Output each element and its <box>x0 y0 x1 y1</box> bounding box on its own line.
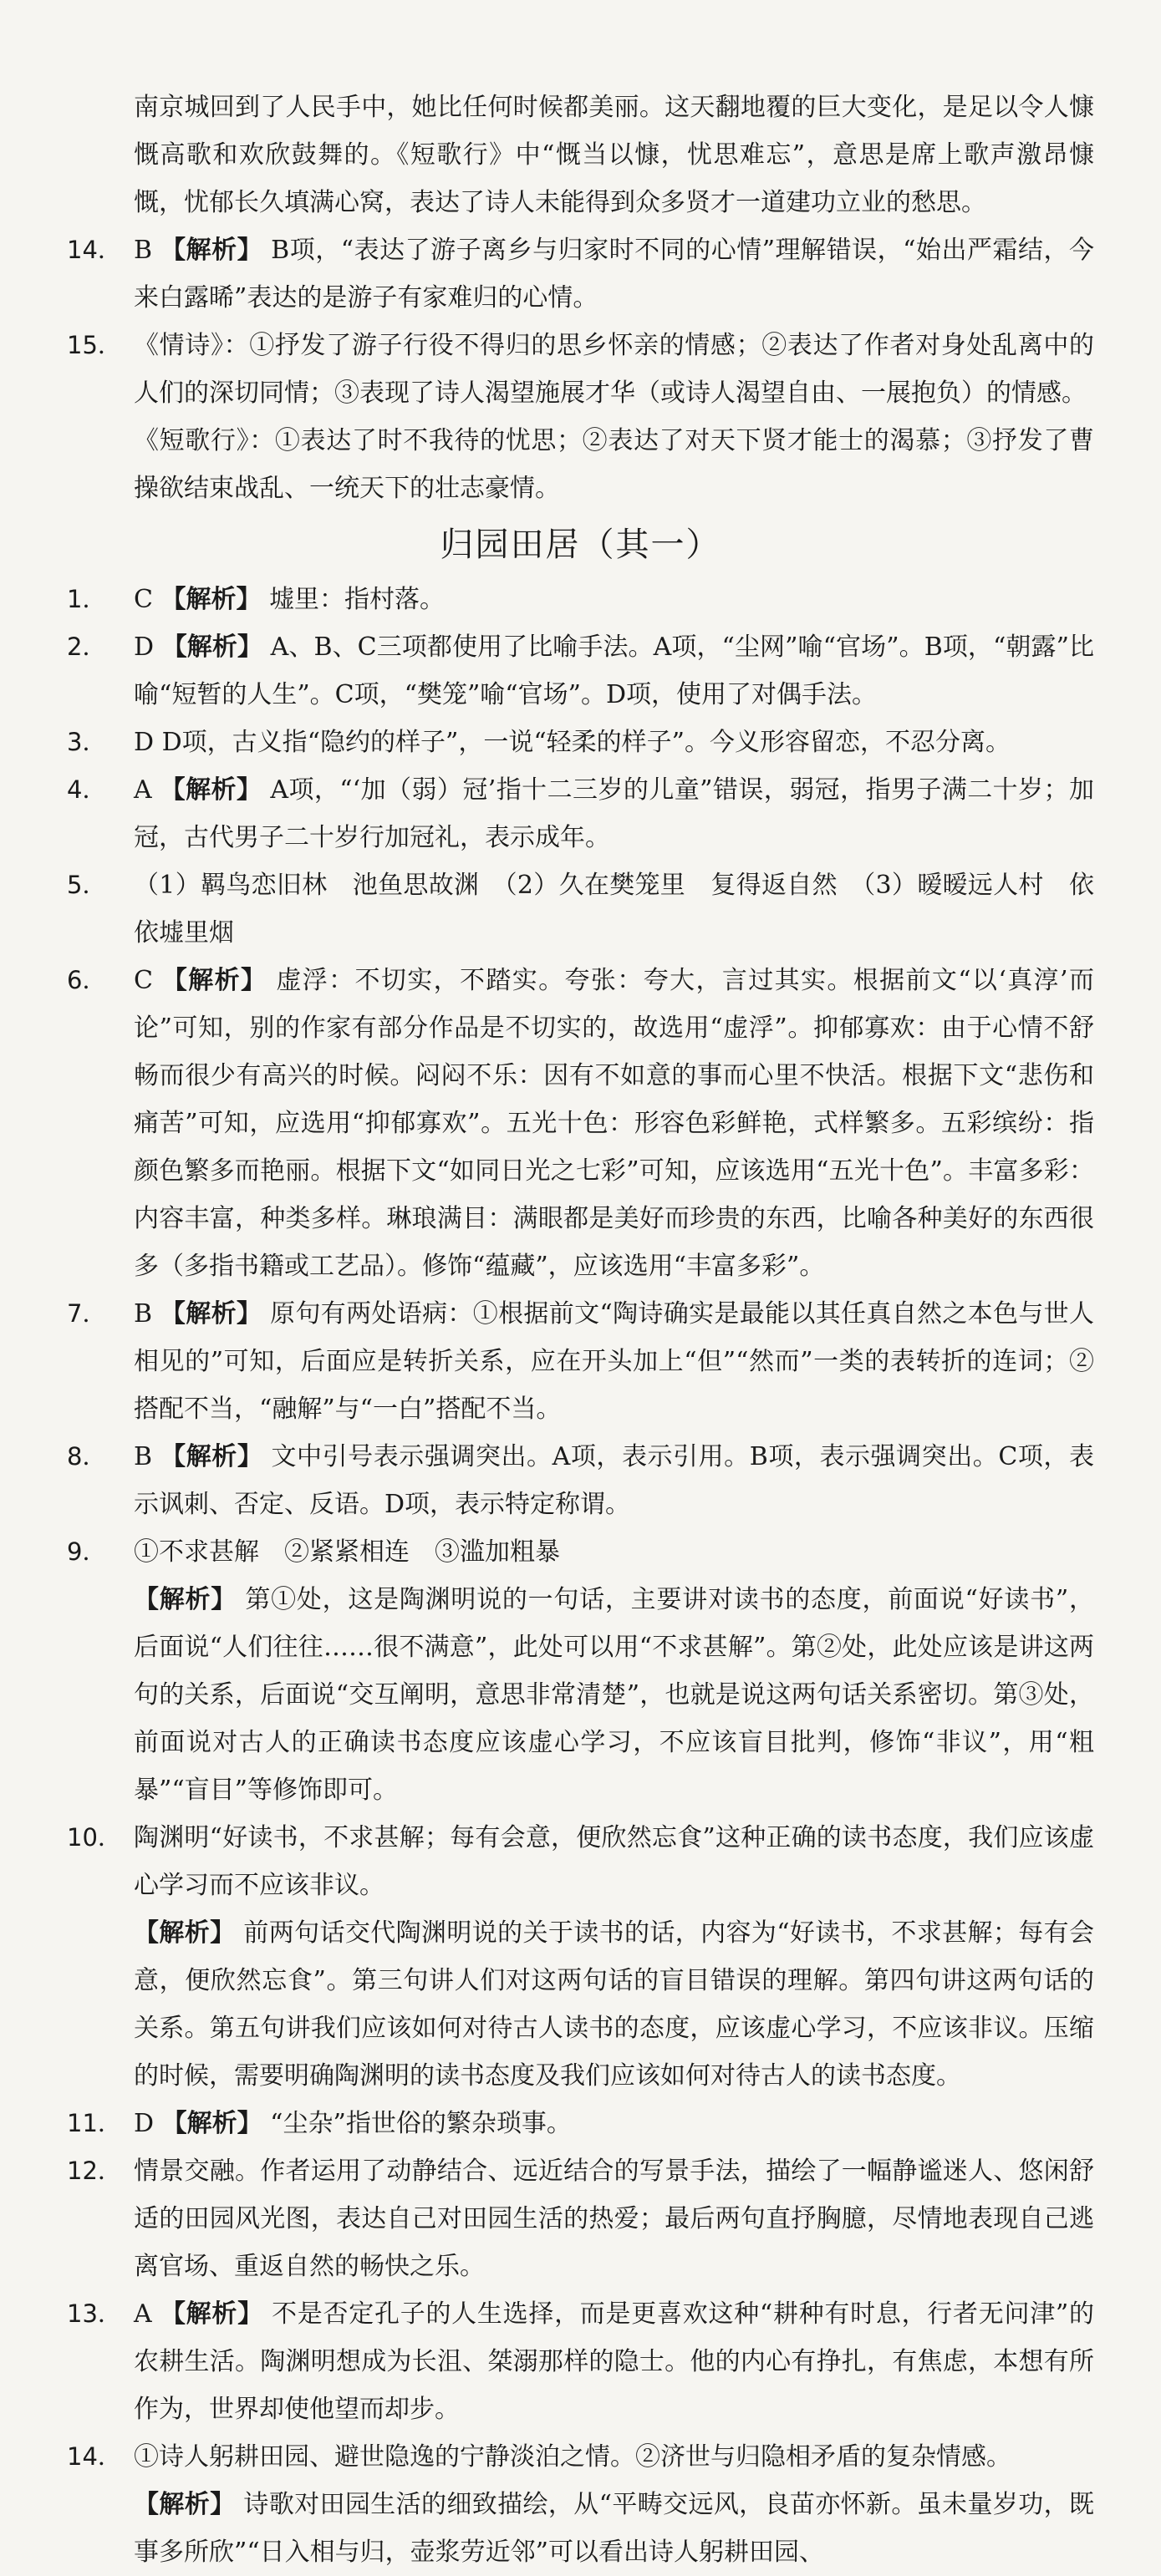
analysis-tag: 【解析】 <box>160 2299 263 2329</box>
item-text: 陶渊明“好读书，不求甚解；每有会意，便欣然忘食”这种正确的读书态度，我们应该虚心学习而不应该非议。 <box>134 1823 1094 1900</box>
analysis-tag: 【解析】 <box>160 236 263 265</box>
item-number: 15． <box>67 331 122 359</box>
item-number: 2． <box>67 633 107 661</box>
analysis-tag: 【解析】 <box>134 1585 237 1614</box>
analysis-text: 第①处，这是陶渊明说的一句话，主要讲对读书的态度，前面说“好读书”，后面说“人们往往……很不满意”，此处可以用“不求甚解”。第②处，此处应该是讲这两句的关系，后面说“交互阐明，意思非常清楚”，也就是说这两句话关系密切。第③处，前面说对古人的正确读书态度应该虚心学习，不应该盲目批判，修饰“非议”，用“粗暴”“盲目”等修饰即可。 <box>134 1585 1094 1805</box>
item-answer: B <box>134 1442 153 1471</box>
answer-item-4 <box>67 766 1094 861</box>
item-number: 13． <box>67 2299 122 2328</box>
item-text: B项，“表达了游子离乡与归家时不同的心情”理解错误，“始出严霜结，今来白露晞”表达的是游子有家难归的心情。 <box>134 236 1094 312</box>
item-text: 《情诗》：①抒发了游子行役不得归的思乡怀亲的情感；②表达了作者对身处乱离中的人们的深切同情；③表现了诗人渴望施展才华（或诗人渴望自由、一展抱负）的情感。 <box>134 331 1094 408</box>
item-text: 不是否定孔子的人生选择，而是更喜欢这种“耕种有时息，行者无问津”的农耕生活。陶渊明想成为长沮、桀溺那样的隐士。他的内心有挣扎，有焦虑，本想有所作为，世界却使他望而却步。 <box>134 2299 1094 2424</box>
item-answer: A <box>134 775 152 805</box>
item-text: 情景交融。作者运用了动静结合、远近结合的写景手法，描绘了一幅静谧迷人、悠闲舒适的田园风光图，表达自己对田园生活的热爱；最后两句直抒胸臆，尽情地表现自己逃离官场、重返自然的畅快之乐。 <box>134 2157 1094 2281</box>
item-text: 原句有两处语病：①根据前文“陶诗确实是最能以其任真自然之本色与世人相见的”可知，后面应是转折关系，应在开头加上“但”“然而”一类的表转折的连词；②搭配不当，“融解”与“一白”搭配不当。 <box>134 1299 1095 1424</box>
section-title: 归园田居（其一） <box>440 526 721 564</box>
analysis-tag: 【解析】 <box>160 1299 262 1329</box>
answer-item-9 <box>67 1528 1094 1576</box>
answer-item-11 <box>67 2100 1094 2147</box>
answer-item-1 <box>67 576 1094 623</box>
item-analysis <box>67 1909 1094 2100</box>
item-text: 文中引号表示强调突出。A项，表示引用。B项，表示强调突出。C项，表示讽刺、否定、反语。D项，表示特定称谓。 <box>134 1442 1094 1519</box>
item-number: 14． <box>67 2442 122 2471</box>
analysis-text: 前两句话交代陶渊明说的关于读书的话，内容为“好读书，不求甚解；每有会意，便欣然忘食”。第三句讲人们对这两句话的盲目错误的理解。第四句讲这两句话的关系。第五句讲我们应该如何对待古人读书的态度，应该虚心学习，不应该非议。压缩的时候，需要明确陶渊明的读书态度及我们应该如何对待古人的读书态度。 <box>134 1918 1095 2091</box>
item-text: “尘杂”指世俗的繁杂琐事。 <box>270 2109 572 2138</box>
item-answer: D <box>134 2109 155 2138</box>
item-number: 1． <box>67 585 107 613</box>
prev-answer-item-15 <box>67 322 1094 417</box>
item-extra-text: 《短歌行》：①表达了时不我待的忧思；②表达了对天下贤才能士的渴慕；③抒发了曹操欲结束战乱、一统天下的壮志豪情。 <box>134 426 1094 503</box>
item-answer: B <box>134 1299 153 1329</box>
analysis-tag: 【解析】 <box>161 633 263 662</box>
answer-item-2 <box>67 623 1094 719</box>
item-answer: C <box>134 585 153 614</box>
analysis-text: 诗歌对田园生活的细致描绘，从“平畴交远风，良苗亦怀新。虽未量岁功，既事多所欣”“日入相与归，壶浆劳近邻”可以看出诗人躬耕田园、 <box>134 2490 1095 2567</box>
analysis-tag: 【解析】 <box>160 1442 263 1471</box>
answer-item-5 <box>67 861 1094 957</box>
item-text: 墟里：指村落。 <box>269 585 446 614</box>
item-text: 虚浮：不切实，不踏实。夸张：夸大，言过其实。根据前文“以‘真淳’而论”可知，别的作家有部分作品是不切实的，故选用“虚浮”。抑郁寡欢：由于心情不舒畅而很少有高兴的时候。闷闷不乐：因有不如意的事而心里不快活。根据下文“悲伤和痛苦”可知，应选用“抑郁寡欢”。五光十色：形容色彩鲜艳，式样繁多。五彩缤纷：指颜色繁多而艳丽。根据下文“如同日光之七彩”可知，应该选用“五光十色”。丰富多彩：内容丰富，种类多样。琳琅满目：满眼都是美好而珍贵的东西，比喻各种美好的东西很多（多指书籍或工艺品）。修饰“蕴藏”，应该选用“丰富多彩”。 <box>134 966 1094 1281</box>
item-answer: C <box>134 966 153 995</box>
answer-item-7 <box>67 1290 1094 1433</box>
analysis-tag: 【解析】 <box>134 1918 236 1948</box>
item-answer: A <box>134 2299 152 2329</box>
answer-item-12 <box>67 2147 1094 2290</box>
item-number: 3． <box>67 728 107 756</box>
item-number: 6． <box>67 966 107 994</box>
item-text: ①诗人躬耕田园、避世隐逸的宁静淡泊之情。②济世与归隐相矛盾的复杂情感。 <box>134 2442 1011 2472</box>
item-text: A、B、C三项都使用了比喻手法。A项，“尘网”喻“官场”。B项，“朝露”比喻“短暂的人生”。C项，“樊笼”喻“官场”。D项，使用了对偶手法。 <box>134 633 1094 709</box>
analysis-tag: 【解析】 <box>134 2490 236 2519</box>
item-number: 8． <box>67 1442 107 1471</box>
answer-item-13 <box>67 2290 1094 2433</box>
analysis-tag: 【解析】 <box>160 585 262 614</box>
analysis-tag: 【解析】 <box>161 2109 262 2138</box>
prev-answer-item-14 <box>67 226 1094 322</box>
item-answer: D <box>134 728 155 757</box>
item-number: 11． <box>67 2109 122 2137</box>
item-text: A项，“‘加（弱）冠’指十二三岁的儿童”错误，弱冠，指男子满二十岁；加冠，古代男子二十岁行加冠礼，表示成年。 <box>134 775 1094 852</box>
item-text: ①不求甚解 ②紧紧相连 ③滥加粗暴 <box>134 1537 560 1567</box>
item-text: （1）羁鸟恋旧林 池鱼思故渊 （2）久在樊笼里 复得返自然 （3）暧暧远人村 依依墟里烟 <box>134 871 1094 948</box>
item-answer: D <box>134 633 155 662</box>
answer-item-10 <box>67 1814 1094 1909</box>
analysis-tag: 【解析】 <box>160 775 262 805</box>
answer-item-3 <box>67 719 1094 766</box>
item-text: D项，古义指“隐约的样子”，一说“轻柔的样子”。今义形容留恋，不忍分离。 <box>161 728 1011 757</box>
item-number: 5． <box>67 871 107 899</box>
intro-continuation: 南京城回到了人民手中，她比任何时候都美丽。这天翻地覆的巨大变化，是足以令人慷慨高歌和欢欣鼓舞的。《短歌行》中“慨当以慷，忧思难忘”，意思是席上歌声激昂慷慨，忧郁长久填满心窝，表达了诗人未能得到众多贤才一道建功立业的愁思。 <box>134 93 1094 217</box>
item-analysis <box>67 1576 1094 1814</box>
item-analysis <box>67 2481 1094 2576</box>
item-number: 14． <box>67 236 122 264</box>
analysis-tag: 【解析】 <box>161 966 267 995</box>
item-number: 10． <box>67 1823 122 1852</box>
item-number: 7． <box>67 1299 107 1328</box>
item-number: 9． <box>67 1537 107 1566</box>
answer-item-6 <box>67 957 1094 1290</box>
item-number: 12． <box>67 2157 122 2185</box>
item-answer: B <box>134 236 153 265</box>
answer-item-8 <box>67 1433 1094 1528</box>
item-number: 4． <box>67 775 107 804</box>
